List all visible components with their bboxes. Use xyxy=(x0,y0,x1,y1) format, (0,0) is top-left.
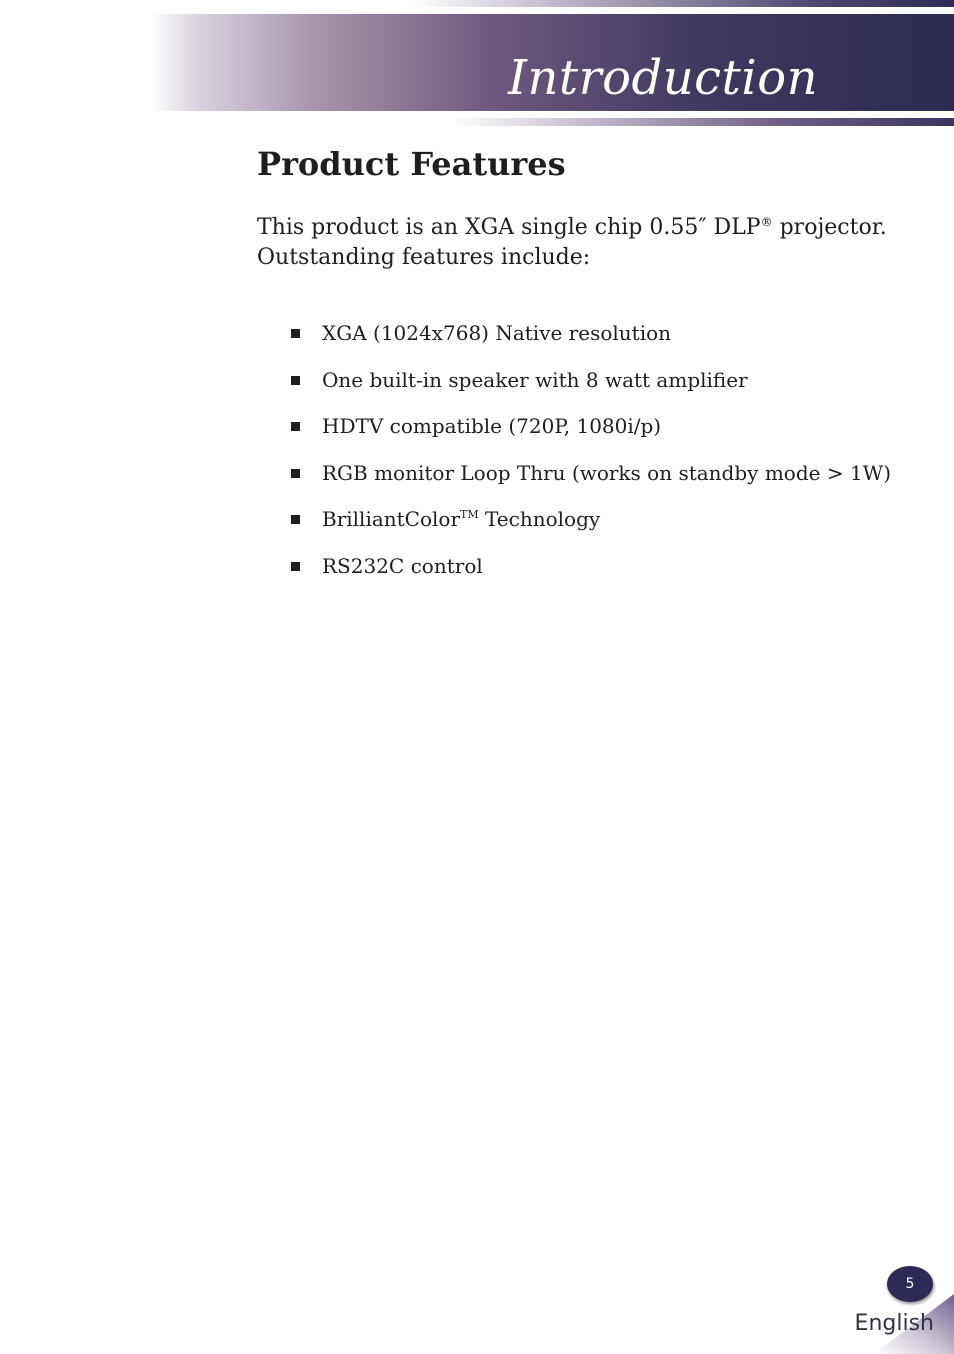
header-bottom-strip xyxy=(452,118,954,126)
feature-text: RS232C control xyxy=(322,553,483,578)
feature-text-suffix: Technology xyxy=(478,507,601,532)
square-bullet-icon xyxy=(291,562,300,571)
list-item xyxy=(288,552,928,599)
registered-mark: ® xyxy=(760,215,773,229)
header-top-strip xyxy=(410,0,954,7)
square-bullet-icon xyxy=(291,329,300,338)
chapter-title: Introduction xyxy=(508,50,818,106)
list-item xyxy=(288,505,928,552)
trademark-mark: TM xyxy=(460,508,479,522)
intro-text-line1-end: projector. xyxy=(772,215,887,240)
list-item xyxy=(288,412,928,459)
brand-name: BrilliantColor xyxy=(322,507,461,532)
square-bullet-icon xyxy=(291,376,300,385)
feature-text: One built-in speaker with 8 watt amplifier xyxy=(322,367,748,392)
intro-paragraph xyxy=(257,213,917,273)
list-item xyxy=(288,366,928,413)
language-label: English xyxy=(854,1311,934,1336)
intro-text-line2: Outstanding features include: xyxy=(257,245,591,270)
square-bullet-icon xyxy=(291,515,300,524)
square-bullet-icon xyxy=(291,422,300,431)
feature-list xyxy=(288,319,928,599)
feature-text: XGA (1024x768) Native resolution xyxy=(322,321,672,345)
list-item xyxy=(288,459,928,506)
square-bullet-icon xyxy=(291,469,300,478)
intro-text-line1: This product is an XGA single chip 0.55″ DLP xyxy=(257,215,761,240)
feature-text: RGB monitor Loop Thru (works on standby mode > 1W) xyxy=(322,460,892,485)
section-title: Product Features xyxy=(257,145,566,183)
feature-text: HDTV compatible (720P, 1080i/p) xyxy=(322,414,662,439)
feature-text-trademark xyxy=(322,505,600,533)
chapter-banner xyxy=(150,14,954,111)
page-number-badge: 5 xyxy=(887,1266,933,1302)
list-item xyxy=(288,319,928,366)
